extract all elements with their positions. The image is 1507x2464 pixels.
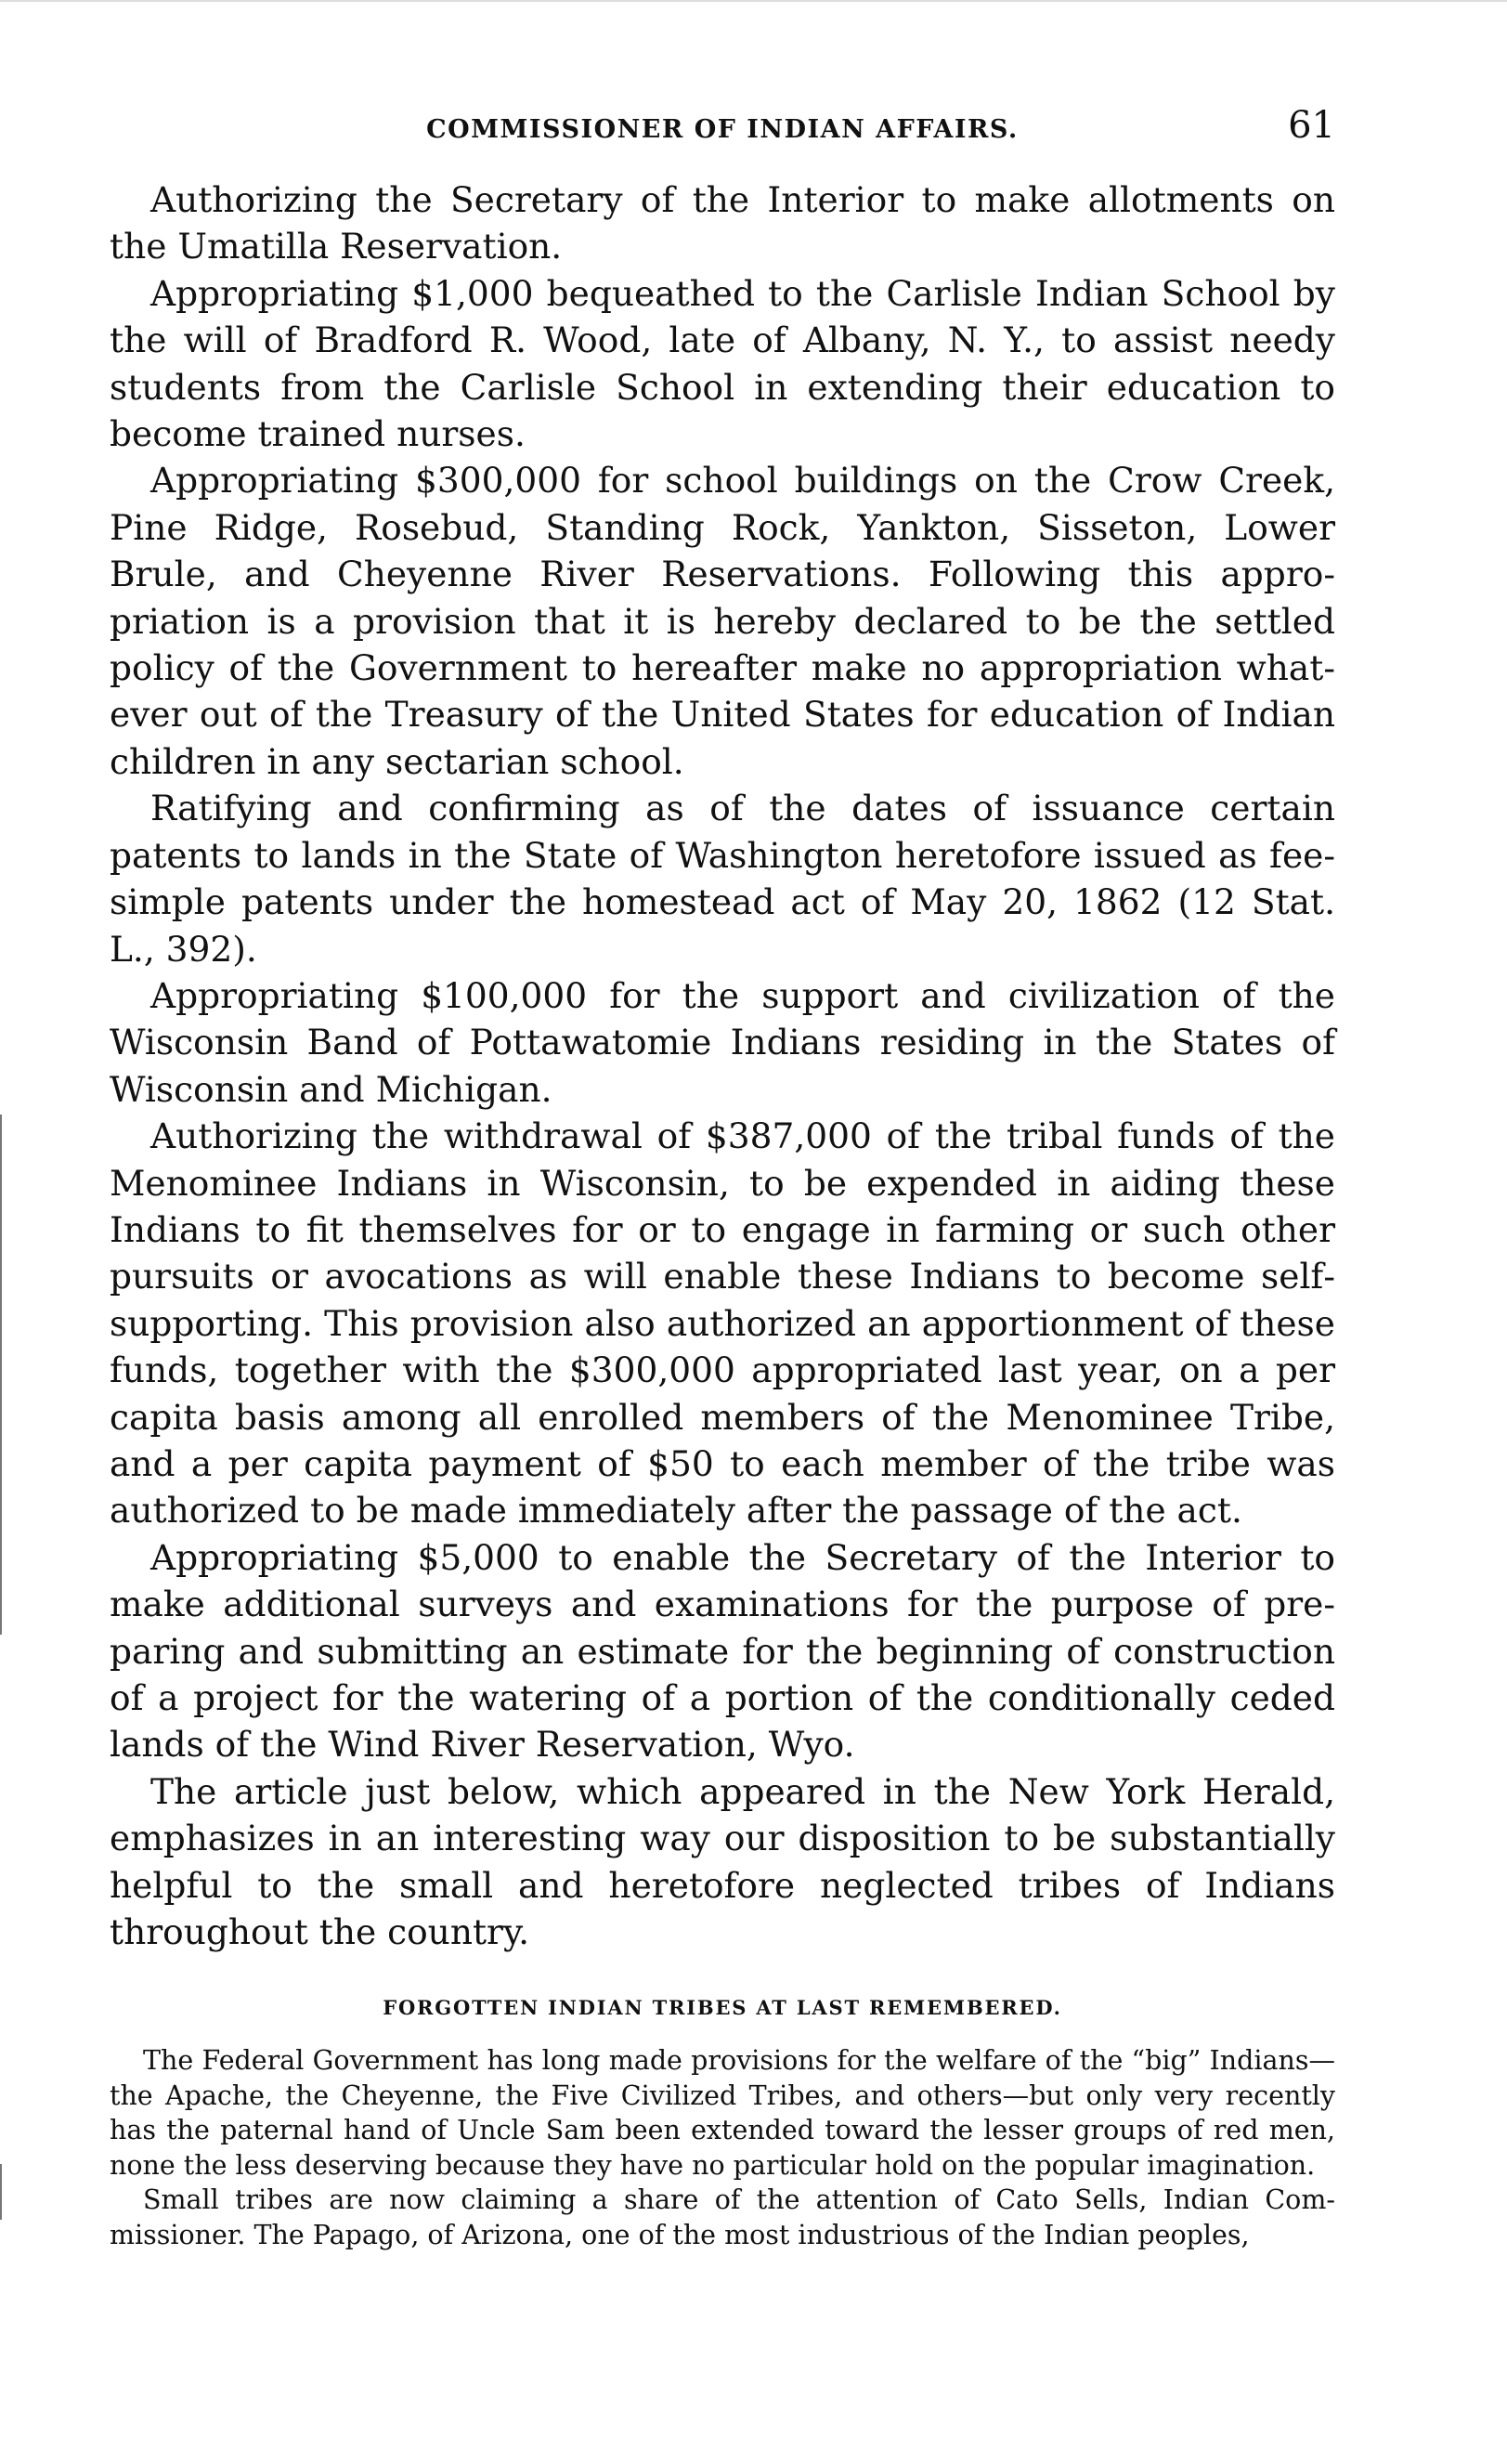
document-page bbox=[110, 104, 1335, 2252]
paragraph-school-buildings: Appropriating $300,000 for school buildings on the Crow Creek, Pine Ridge, Rosebud, Standing Rock, Yankton, Sisseton, Lower Brule, and Cheyenne River Reservations. Following this appropriation is a provision that it is hereby declared to be the settled policy of the Government to hereafter make no appropriation whatever out of the Treasury of the United States for education of Indian children in any sectarian school. bbox=[110, 460, 1335, 782]
paragraph-washington-patents: Ratifying and confirming as of the dates of issuance certain patents to lands in the State of Washington heretofore issued as fee-simple patents under the homestead act of May 20, 1862 (12 Stat. L., 392). bbox=[110, 788, 1335, 970]
paragraph-pottawatomie: Appropriating $100,000 for the support and civilization of the Wisconsin Band of Pottawatomie Indians residing in the States of Wisconsin and Michigan. bbox=[110, 974, 1335, 1110]
paragraph-menominee: Authorizing the withdrawal of $387,000 of the tribal funds of the Menominee Indians in Wisconsin, to be expended in aiding these Indians to fit themselves for or to engage in farming or such other pursuits or avocations as will enable these Indians to become selfsupporting. This provision also authorized an apportionment of these funds, together with the $300,000 appropriated last year, on a per capita basis among all enrolled members of the Menominee Tribe, and a per capita payment of $50 to each member of the tribe was authorized to be made immediately after the passage of the act. bbox=[110, 1115, 1335, 1532]
scan-left-mark-lower bbox=[0, 2164, 2, 2220]
running-head bbox=[110, 104, 1335, 165]
article-paragraph: The Federal Government has long made provisions for the welfare of the “big” Indians—the Apache, the Cheyenne, the Five Civilized Tribes, and others—but only very recently has the paternal hand of Uncle Sam been extended toward the lesser groups of red men, none the less deserving because they have no particular hold on the popular imagination. bbox=[110, 2045, 1335, 2181]
article-paragraph: Small tribes are now claiming a share of the attention of Cato Sells, Indian Commissioner. The Papago, of Arizona, one of the most industrious of the Indian peoples, bbox=[110, 2184, 1335, 2250]
scan-top-edge bbox=[0, 0, 1507, 2]
scan-left-mark bbox=[0, 1115, 2, 1635]
body-text bbox=[110, 176, 1335, 1955]
paragraph-umatilla: Authorizing the Secretary of the Interior to make allotments on the Umatilla Reservation. bbox=[110, 179, 1335, 267]
paragraph-carlisle: Appropriating $1,000 bequeathed to the Carlisle Indian School by the will of Bradford R. Wood, late of Albany, N. Y., to assist needy students from the Carlisle School in extending their education to become trained nurses. bbox=[110, 272, 1335, 455]
page-number: 61 bbox=[1288, 104, 1335, 147]
paragraph-herald-intro: The article just below, which appeared in the New York Herald, emphasizes in an interesting way our disposition to be substantially helpful to the small and heretofore neglected tribes of Indians throughout the country. bbox=[110, 1770, 1335, 1953]
article-heading: FORGOTTEN INDIAN TRIBES AT LAST REMEMBERED. bbox=[383, 1996, 1062, 2020]
paragraph-wind-river: Appropriating $5,000 to enable the Secretary of the Interior to make additional surveys and examinations for the purpose of preparing and submitting an estimate for the beginning of construction of a project for the watering of a portion of the conditionally ceded lands of the Wind River Reservation, Wyo. bbox=[110, 1536, 1335, 1766]
article-text bbox=[110, 2043, 1335, 2252]
running-title: COMMISSIONER OF INDIAN AFFAIRS. bbox=[426, 115, 1019, 144]
